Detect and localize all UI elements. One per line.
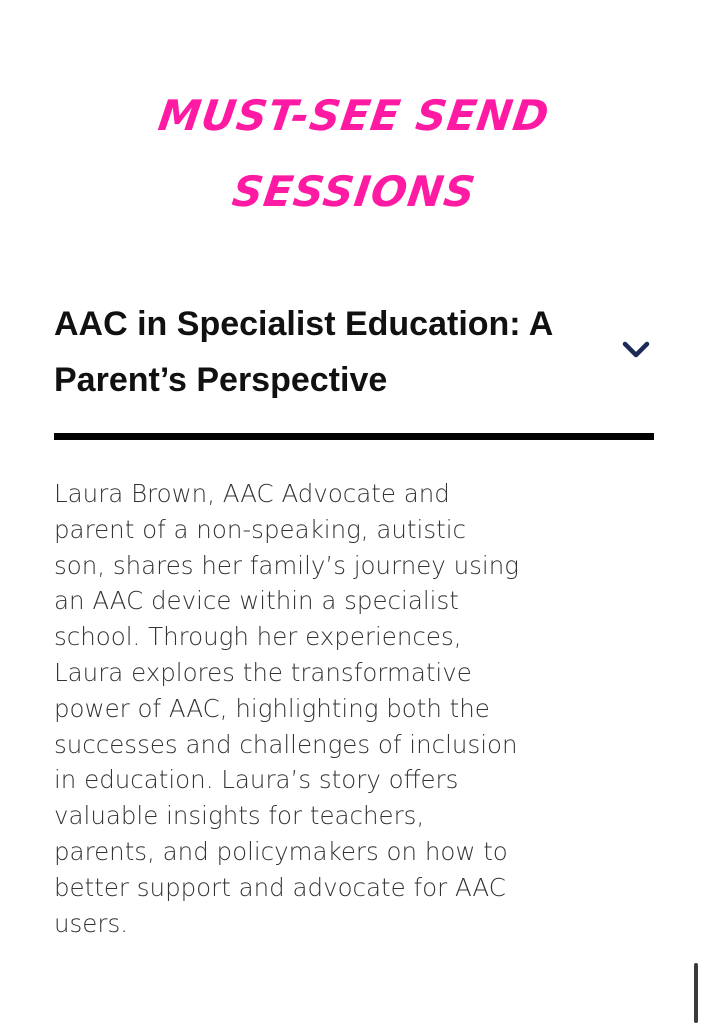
section-heading <box>0 78 708 230</box>
section-divider <box>54 433 654 440</box>
section-heading-line-1: MUST-SEE SEND <box>155 91 553 140</box>
session-accordion-header[interactable] <box>54 296 654 446</box>
scrollbar[interactable] <box>694 963 698 1023</box>
session-description: Laura Brown, AAC Advocate and parent of a non-speaking, autistic son, shares her family’s journey using an AAC device within a specialist school. Through her experiences, Laura explores the transformative power of AAC, highlighting both the successes and challenges of inclusion in education. Laura’s story offers valuable insights for teachers, parents, and policymakers on how to better support and advocate for AAC users. <box>54 479 519 938</box>
section-heading-line-2: SESSIONS <box>229 167 479 216</box>
session-title: AAC in Specialist Education: A Parent’s Perspective <box>54 305 553 399</box>
chevron-down-icon[interactable] <box>621 338 651 362</box>
